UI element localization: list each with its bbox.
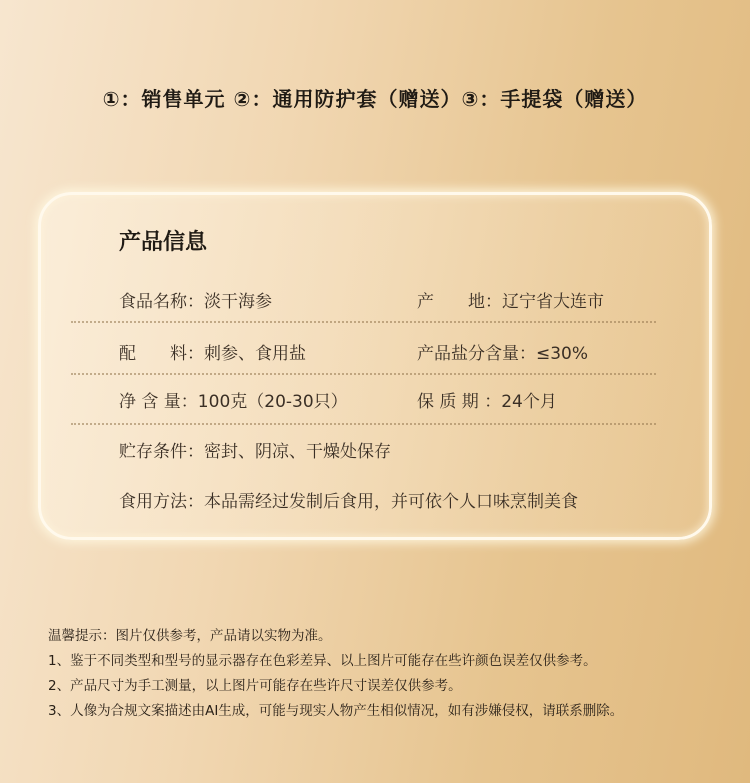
info-row-ingredients-salt <box>119 339 679 364</box>
note-line: 2、产品尺寸为手工测量，以上图片可能存在些许尺寸误差仅供参考。 <box>48 678 462 694</box>
row-divider <box>71 373 656 375</box>
row-divider <box>71 321 656 323</box>
net-weight-field: 净 含 量：100克（20-30只） <box>119 392 348 412</box>
info-row-usage <box>119 487 679 512</box>
disclaimer-notes <box>48 624 623 724</box>
origin-field: 产 地：辽宁省大连市 <box>417 292 604 312</box>
note-line: 3、人像为合规文案描述由AI生成，可能与现实人物产生相似情况，如有涉嫌侵权，请联系删除。 <box>48 703 624 719</box>
salt-content-field: 产品盐分含量：≤30% <box>417 344 589 364</box>
product-info-card <box>38 192 712 540</box>
storage-field: 贮存条件：密封、阴凉、干燥处保存 <box>119 442 391 462</box>
ingredients-field: 配 料：刺参、食用盐 <box>119 344 306 364</box>
product-info-title: 产品信息 <box>119 230 208 255</box>
info-row-weight-shelf-life <box>119 387 679 412</box>
note-line: 温馨提示：图片仅供参考，产品请以实物为准。 <box>48 628 332 644</box>
note-line: 1、鉴于不同类型和型号的显示器存在色彩差异、以上图片可能存在些许颜色误差仅供参考。 <box>48 653 597 669</box>
package-contents-line: ①：销售单元 ②：通用防护套（赠送）③：手提袋（赠送） <box>102 87 648 111</box>
food-name-field: 食品名称：淡干海参 <box>119 292 272 312</box>
shelf-life-field: 保 质 期 ：24个月 <box>417 392 557 412</box>
usage-field: 食用方法：本品需经过发制后食用，并可依个人口味烹制美食 <box>119 492 578 512</box>
info-row-name-origin <box>119 287 679 312</box>
row-divider <box>71 423 656 425</box>
info-row-storage <box>119 437 679 462</box>
